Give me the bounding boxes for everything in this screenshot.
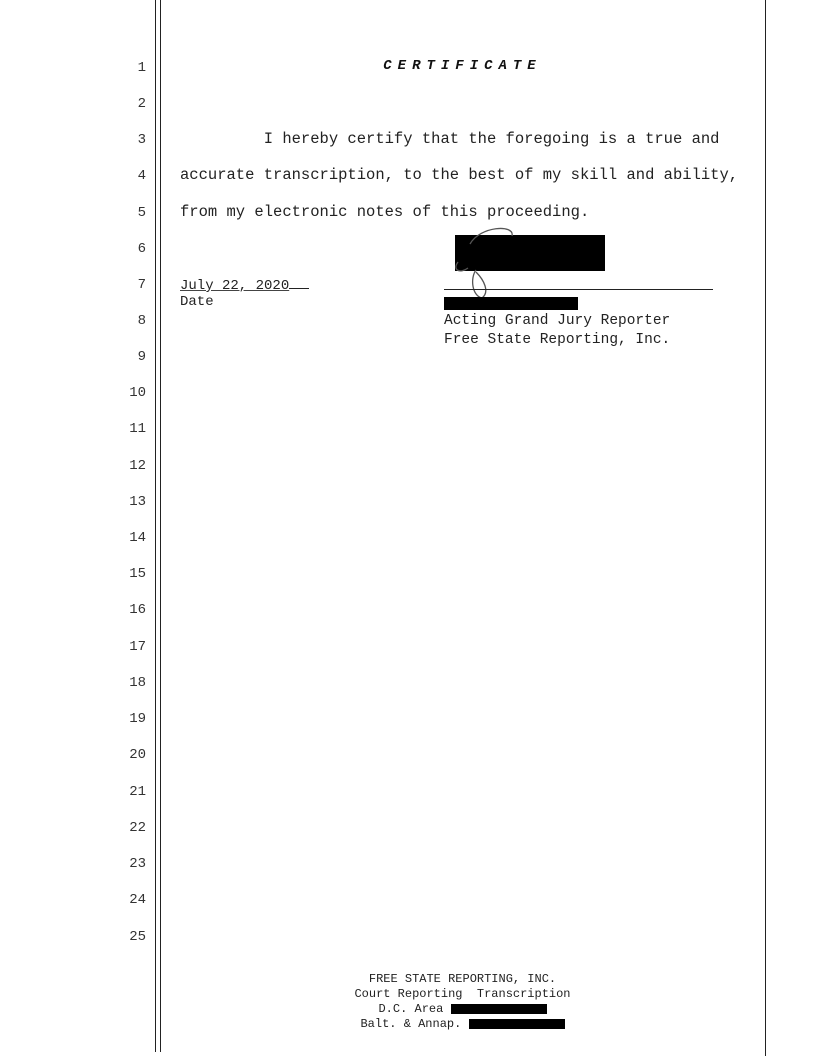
footer-services: Court Reporting Transcription (354, 987, 571, 1001)
line-number: 6 (137, 241, 146, 257)
line-number: 22 (129, 820, 146, 836)
line-number: 5 (137, 205, 146, 221)
right-margin-rule (765, 0, 766, 1056)
line-number: 25 (129, 929, 146, 945)
reporter-title: Acting Grand Jury Reporter (444, 313, 671, 329)
date-field (180, 276, 309, 294)
certificate-date: July 22, 2020 (180, 278, 290, 294)
line-number: 15 (129, 566, 146, 582)
line-number: 2 (137, 96, 146, 112)
line-number: 21 (129, 784, 146, 800)
left-margin-rule-inner (160, 0, 161, 1052)
line-number: 14 (129, 530, 146, 546)
line-number: 20 (129, 747, 146, 763)
date-underline-tail (289, 276, 309, 289)
line-number: 8 (137, 313, 146, 329)
line-number: 23 (129, 856, 146, 872)
certificate-body-line-2: accurate transcription, to the best of my skill and ability, (180, 166, 739, 184)
footer-balt-label: Balt. & Annap. (360, 1017, 462, 1031)
line-number: 17 (129, 639, 146, 655)
line-number: 10 (129, 385, 146, 401)
footer-company: FREE STATE REPORTING, INC. (368, 972, 557, 986)
signature-line (444, 289, 713, 290)
certificate-body-line-1: I hereby certify that the foregoing is a true and (180, 130, 720, 148)
certificate-body-line-3: from my electronic notes of this proceeding. (180, 203, 590, 221)
certificate-title: CERTIFICATE (383, 58, 542, 74)
line-number: 4 (137, 168, 146, 184)
left-margin-rule-outer (155, 0, 156, 1052)
line-number: 7 (137, 277, 146, 293)
reporter-company: Free State Reporting, Inc. (444, 332, 671, 348)
line-number: 12 (129, 458, 146, 474)
line-number: 24 (129, 892, 146, 908)
line-number: 19 (129, 711, 146, 727)
footer-dc-line (160, 1002, 765, 1017)
footer-balt-line (160, 1017, 765, 1032)
line-number: 13 (129, 494, 146, 510)
line-number: 11 (129, 421, 146, 437)
footer-balt-phone-redaction (469, 1019, 565, 1029)
line-number: 16 (129, 602, 146, 618)
footer-dc-label: D.C. Area (378, 1002, 444, 1016)
footer-dc-phone-redaction (451, 1004, 547, 1014)
line-number: 1 (137, 60, 146, 76)
line-number: 18 (129, 675, 146, 691)
signature-scribble (440, 222, 550, 304)
date-label: Date (180, 294, 214, 310)
reporter-name-redaction (444, 297, 578, 310)
line-number: 9 (137, 349, 146, 365)
page-footer (160, 972, 765, 1032)
line-number: 3 (137, 132, 146, 148)
